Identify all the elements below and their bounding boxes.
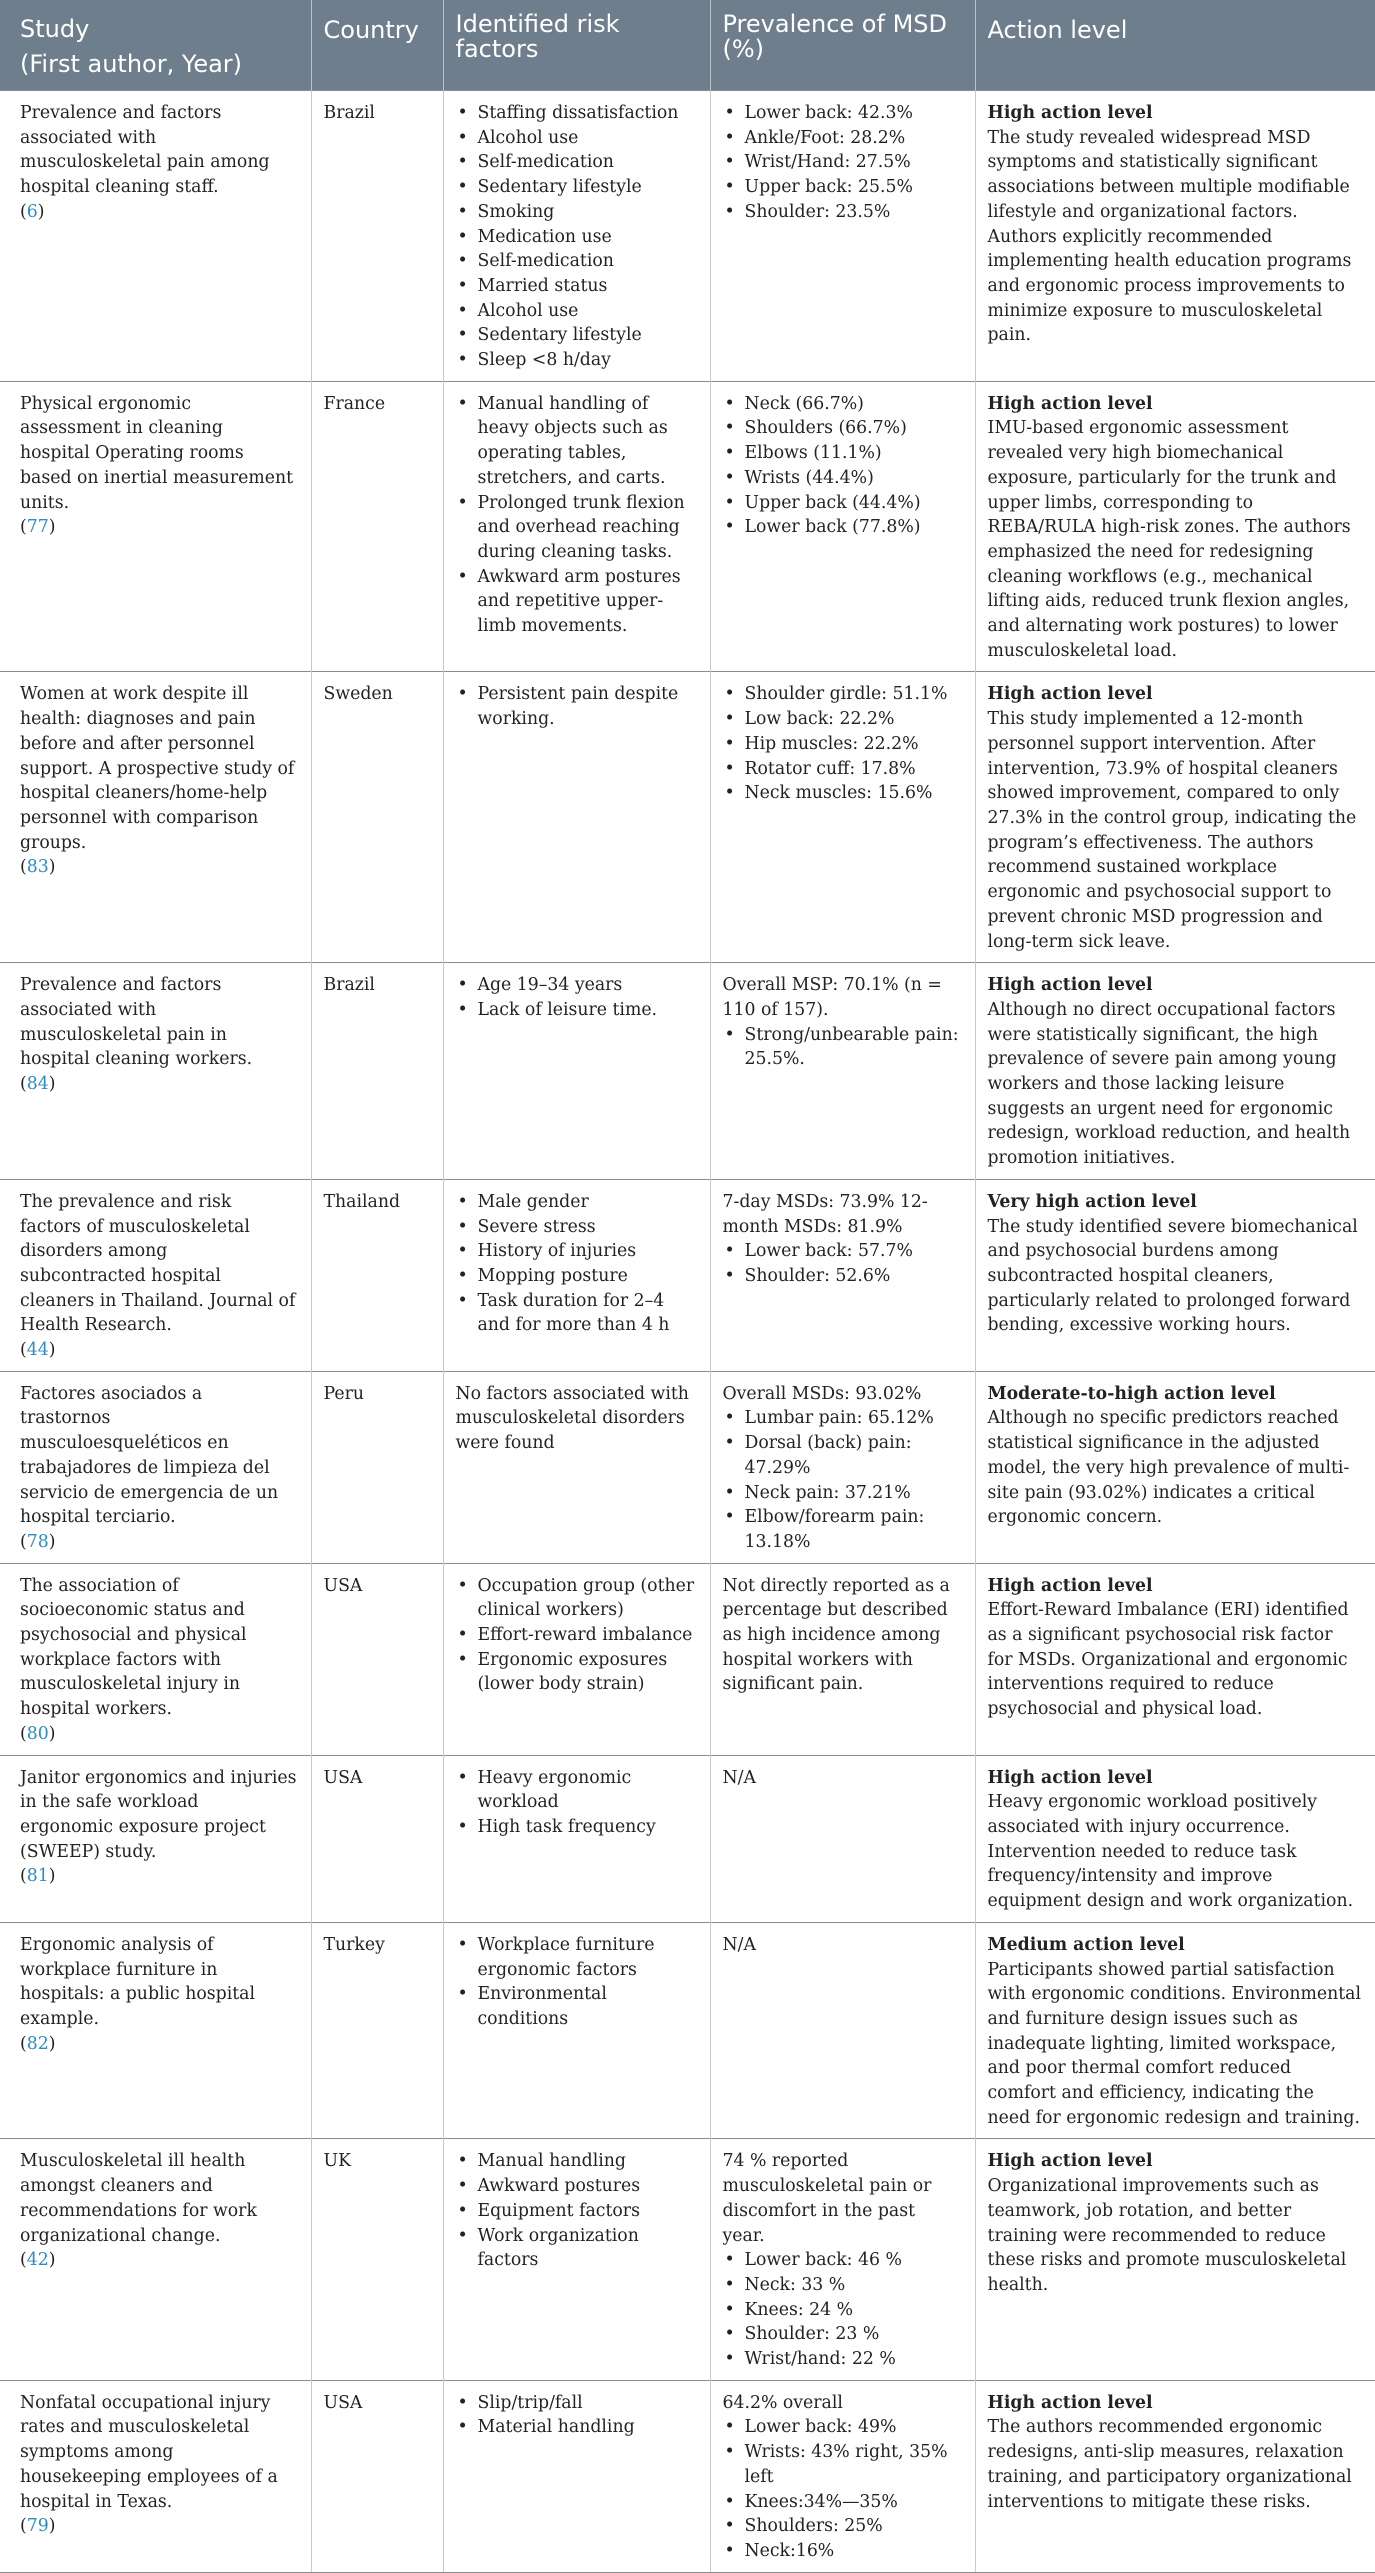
action-level-label: Very high action level — [987, 1191, 1197, 1212]
action-level-label: High action level — [987, 1575, 1153, 1596]
study-title: Prevalence and factors associated with musculoskeletal pain in hospital cleaning workers. — [20, 975, 253, 1070]
study-cell — [0, 963, 311, 1180]
prevalence-text: N/A — [722, 1934, 756, 1955]
list-item: • Self-medication — [478, 150, 696, 175]
list-item: • High task frequency — [478, 1815, 696, 1840]
action-level-label: High action level — [987, 1767, 1153, 1788]
prevalence-cell — [710, 963, 975, 1180]
header-country: Country — [311, 0, 443, 91]
risk-factors-list — [456, 1766, 696, 1840]
prevalence-list — [723, 392, 961, 540]
list-item: • Neck muscles: 15.6% — [745, 781, 961, 806]
reference-link[interactable]: 78 — [26, 1531, 49, 1552]
prevalence-text: Not directly reported as a percentage but described as high incidence among hospital workers with significant pain. — [722, 1575, 950, 1695]
header-risk-line1: Identified risk — [455, 10, 620, 38]
list-item: • Rotator cuff: 17.8% — [745, 757, 961, 782]
action-level-label: Medium action level — [987, 1934, 1185, 1955]
list-item: • Shoulders (66.7%) — [745, 416, 961, 441]
list-item: • Alcohol use — [478, 126, 696, 151]
country-cell: UK — [311, 2139, 443, 2380]
risk-factors-list — [456, 682, 696, 731]
list-item: • Medication use — [478, 225, 696, 250]
risk-factors-cell — [443, 381, 710, 672]
reference-link[interactable]: 80 — [26, 1723, 49, 1744]
risk-factors-list — [456, 101, 696, 373]
prevalence-list — [723, 1023, 961, 1072]
action-level-cell — [975, 672, 1375, 963]
list-item: • Slip/trip/fall — [478, 2391, 696, 2416]
country-cell: Turkey — [311, 1922, 443, 2139]
reference-link[interactable]: 81 — [26, 1866, 49, 1887]
prevalence-list — [723, 2415, 961, 2563]
list-item: • Shoulder: 23 % — [745, 2322, 961, 2347]
country-cell: Sweden — [311, 672, 443, 963]
action-level-cell — [975, 2139, 1375, 2380]
reference-link[interactable]: 84 — [26, 1074, 49, 1095]
action-level-cell — [975, 963, 1375, 1180]
table-row — [0, 1755, 1375, 1922]
reference-link[interactable]: 44 — [26, 1340, 49, 1361]
list-item: • Upper back: 25.5% — [745, 175, 961, 200]
risk-factors-list — [456, 392, 696, 639]
list-item: • Shoulder girdle: 51.1% — [745, 682, 961, 707]
list-item: • Material handling — [478, 2415, 696, 2440]
table-row — [0, 381, 1375, 672]
study-cell — [0, 1371, 311, 1563]
prevalence-text: 64.2% overall — [722, 2392, 843, 2413]
action-level-label: High action level — [987, 975, 1153, 996]
list-item: • Equipment factors — [478, 2199, 696, 2224]
study-title: Janitor ergonomics and injuries in the safe workload ergonomic exposure project (SWEEP) study. — [20, 1767, 297, 1862]
list-item: • Neck pain: 37.21% — [745, 1481, 961, 1506]
study-cell — [0, 1563, 311, 1755]
action-level-cell — [975, 1755, 1375, 1922]
list-item: • Environmental conditions — [478, 1982, 696, 2031]
list-item: • Lower back: 42.3% — [745, 101, 961, 126]
list-item: • Mopping posture — [478, 1264, 696, 1289]
table-row — [0, 963, 1375, 1180]
list-item: • Manual handling of heavy objects such as operating tables, stretchers, and carts. — [478, 392, 696, 491]
reference-link[interactable]: 83 — [26, 857, 49, 878]
list-item: • Lumbar pain: 65.12% — [745, 1406, 961, 1431]
prevalence-cell — [710, 2380, 975, 2572]
action-level-cell — [975, 1922, 1375, 2139]
list-item: • Hip muscles: 22.2% — [745, 732, 961, 757]
list-item: • Knees: 24 % — [745, 2298, 961, 2323]
list-item: • Lower back: 46 % — [745, 2248, 961, 2273]
prevalence-cell — [710, 91, 975, 382]
study-title: The prevalence and risk factors of musculoskeletal disorders among subcontracted hospital cleaners in Thailand. Journal of Health Research. — [20, 1191, 296, 1336]
study-title: The association of socioeconomic status and psychosocial and physical workplace factors with musculoskeletal injury in hospital workers. — [20, 1575, 247, 1720]
list-item: • Smoking — [478, 200, 696, 225]
risk-factors-cell — [443, 963, 710, 1180]
action-level-text: The study identified severe biomechanical and psychosocial burdens among subcontracted hospital cleaners, particularly related to prolonged forward bending, excessive working hours. — [987, 1216, 1358, 1336]
header-risk-line2: factors — [455, 35, 539, 63]
study-title: Factores asociados a trastornos musculoesqueléticos en trabajadores de limpieza del servicio de emergencia de un hospital terciario. — [20, 1383, 279, 1528]
study-cell — [0, 1179, 311, 1371]
list-item: • Effort-reward imbalance — [478, 1623, 696, 1648]
study-cell — [0, 672, 311, 963]
list-item: • Shoulder: 52.6% — [745, 1264, 961, 1289]
country-cell: Brazil — [311, 91, 443, 382]
list-item: • Manual handling — [478, 2149, 696, 2174]
action-level-text: Heavy ergonomic workload positively associated with injury occurrence. Intervention needed to reduce task frequency/intensity and improve equipment design and work organization. — [987, 1792, 1354, 1912]
list-item: • Persistent pain despite working. — [478, 682, 696, 731]
list-item: • Workplace furniture ergonomic factors — [478, 1933, 696, 1982]
list-item: • Wrist/hand: 22 % — [745, 2347, 961, 2372]
risk-factors-cell — [443, 1922, 710, 2139]
country-cell: France — [311, 381, 443, 672]
study-cell — [0, 2380, 311, 2572]
risk-factors-cell — [443, 2139, 710, 2380]
study-cell — [0, 91, 311, 382]
list-item: • Occupation group (other clinical workers) — [478, 1574, 696, 1623]
reference-link-wrapper: (78) — [20, 1531, 56, 1552]
country-cell: USA — [311, 1755, 443, 1922]
list-item: • Low back: 22.2% — [745, 707, 961, 732]
prevalence-list — [723, 1406, 961, 1554]
action-level-cell — [975, 381, 1375, 672]
header-prevalence — [710, 0, 975, 91]
risk-factors-cell — [443, 672, 710, 963]
action-level-cell — [975, 1179, 1375, 1371]
list-item: • Prolonged trunk flexion and overhead reaching during cleaning tasks. — [478, 491, 696, 565]
action-level-label: High action level — [987, 684, 1153, 705]
action-level-label: High action level — [987, 393, 1153, 414]
risk-factors-cell — [443, 2380, 710, 2572]
action-level-text: Effort-Reward Imbalance (ERI) identified as a significant psychosocial risk factor for MSDs. Organizational and ergonomic interventions required to reduce psychosocial and physical load. — [987, 1600, 1349, 1720]
prevalence-list — [723, 1239, 961, 1288]
reference-link-wrapper: (42) — [20, 2250, 56, 2271]
list-item: • Neck: 33 % — [745, 2273, 961, 2298]
list-item: • Lower back: 57.7% — [745, 1239, 961, 1264]
reference-link-wrapper: (84) — [20, 1074, 56, 1095]
reference-link-wrapper: (44) — [20, 1340, 56, 1361]
header-risk — [443, 0, 710, 91]
reference-link[interactable]: 79 — [26, 2516, 49, 2537]
country-cell: USA — [311, 2380, 443, 2572]
reference-link[interactable]: 82 — [26, 2033, 49, 2054]
list-item: • Wrist/Hand: 27.5% — [745, 150, 961, 175]
header-study-line1: Study — [20, 15, 90, 43]
study-title: Physical ergonomic assessment in cleaning hospital Operating rooms based on inertial measurement units. — [20, 393, 294, 513]
prevalence-cell — [710, 1179, 975, 1371]
list-item: • Awkward postures — [478, 2174, 696, 2199]
study-cell — [0, 1755, 311, 1922]
action-level-text: The study revealed widespread MSD symptoms and statistically significant associations between multiple modifiable lifestyle and organizational factors. Authors explicitly recommended implementing health education programs and ergonomic process improvements to minimize exposure to musculoskeletal pain. — [987, 127, 1352, 346]
list-item: • Work organization factors — [478, 2224, 696, 2273]
prevalence-list — [723, 2248, 961, 2372]
table-row — [0, 1922, 1375, 2139]
study-title: Musculoskeletal ill health amongst cleaners and recommendations for work organizational change. — [20, 2151, 257, 2246]
list-item: • Severe stress — [478, 1215, 696, 1240]
action-level-cell — [975, 1371, 1375, 1563]
table-header — [0, 0, 1375, 91]
study-title: Women at work despite ill health: diagnoses and pain before and after personnel support. A prospective study of hospital cleaners/home-help personnel with comparison groups. — [20, 684, 295, 853]
list-item: • Knees:34%—35% — [745, 2490, 961, 2515]
prevalence-list — [723, 101, 961, 225]
risk-factors-list — [456, 973, 696, 1022]
list-item: • Age 19–34 years — [478, 973, 696, 998]
list-item: • Ankle/Foot: 28.2% — [745, 126, 961, 151]
action-level-label: High action level — [987, 103, 1153, 123]
prevalence-cell — [710, 381, 975, 672]
country-cell: USA — [311, 1563, 443, 1755]
list-item: • Awkward arm postures and repetitive upper-limb movements. — [478, 565, 696, 639]
list-item: • Married status — [478, 274, 696, 299]
list-item: • Dorsal (back) pain: 47.29% — [745, 1431, 961, 1480]
country-cell: Brazil — [311, 963, 443, 1180]
prevalence-text: Overall MSDs: 93.02% — [722, 1383, 922, 1404]
list-item: • Lower back (77.8%) — [745, 515, 961, 540]
header-prevalence-line2: (%) — [722, 35, 765, 63]
country-cell: Thailand — [311, 1179, 443, 1371]
list-item: • Elbows (11.1%) — [745, 441, 961, 466]
reference-link-wrapper: (79) — [20, 2516, 56, 2537]
risk-factors-cell — [443, 1563, 710, 1755]
action-level-text: Although no direct occupational factors were statistically significant, the high prevalence of severe pain among young workers and those lacking leisure suggests an urgent need for ergonomic redesign, workload reduction, and health promotion initiatives. — [987, 999, 1351, 1169]
list-item: • Heavy ergonomic workload — [478, 1766, 696, 1815]
risk-factors-cell — [443, 1371, 710, 1563]
list-item: • History of injuries — [478, 1239, 696, 1264]
study-cell — [0, 2139, 311, 2380]
prevalence-text: Overall MSP: 70.1% (n = 110 of 157). — [722, 975, 942, 1020]
risk-factors-list — [456, 2149, 696, 2273]
study-cell — [0, 381, 311, 672]
action-level-text: IMU-based ergonomic assessment revealed very high biomechanical exposure, particularly for the trunk and upper limbs, corresponding to REBA/RULA high-risk zones. The authors emphasized the need for redesigning cleaning workflows (e.g., mechanical lifting aids, reduced trunk flexion angles, and alternating work postures) to lower musculoskeletal load. — [987, 418, 1351, 661]
prevalence-cell — [710, 1563, 975, 1755]
risk-factors-list — [456, 1190, 696, 1338]
list-item: • Sleep <8 h/day — [478, 348, 696, 373]
action-level-label: Moderate-to-high action level — [987, 1383, 1276, 1404]
risk-factors-list — [456, 1933, 696, 2032]
list-item: • Sedentary lifestyle — [478, 323, 696, 348]
country-cell: Peru — [311, 1371, 443, 1563]
list-item: • Neck (66.7%) — [745, 392, 961, 417]
table-row — [0, 2380, 1375, 2572]
action-level-text: The authors recommended ergonomic redesigns, anti-slip measures, relaxation training, and participatory organizational interventions to mitigate these risks. — [987, 2417, 1352, 2512]
header-study-line2: (First author, Year) — [20, 50, 243, 78]
reference-link-wrapper: (83) — [20, 857, 56, 878]
prevalence-text: 74 % reported musculoskeletal pain or discomfort in the past year. — [722, 2151, 932, 2246]
action-level-text: Participants showed partial satisfaction with ergonomic conditions. Environmental and furniture design issues such as inadequate lighting, limited workspace, and poor thermal comfort reduced comfort and efficiency, indicating the need for ergonomic redesign and training. — [987, 1959, 1361, 2128]
prevalence-list — [723, 682, 961, 806]
table-row — [0, 1179, 1375, 1371]
list-item: • Task duration for 2–4 and for more than 4 h — [478, 1289, 696, 1338]
table-row — [0, 1371, 1375, 1563]
prevalence-cell — [710, 2139, 975, 2380]
list-item: • Staffing dissatisfaction — [478, 101, 696, 126]
prevalence-cell — [710, 1922, 975, 2139]
action-level-cell — [975, 91, 1375, 382]
study-title: Ergonomic analysis of workplace furniture in hospitals: a public hospital example. — [20, 1934, 255, 2029]
list-item: • Self-medication — [478, 249, 696, 274]
list-item: • Upper back (44.4%) — [745, 491, 961, 516]
list-item: • Wrists: 43% right, 35% left — [745, 2440, 961, 2489]
reference-link-wrapper: (82) — [20, 2033, 56, 2054]
header-prevalence-line1: Prevalence of MSD — [722, 10, 947, 38]
reference-link-wrapper: (6) — [20, 201, 45, 222]
list-item: • Male gender — [478, 1190, 696, 1215]
table-row — [0, 91, 1375, 382]
table-row — [0, 672, 1375, 963]
list-item: • Wrists (44.4%) — [745, 466, 961, 491]
study-cell — [0, 1922, 311, 2139]
risk-factors-list — [456, 2391, 696, 2440]
prevalence-cell — [710, 1755, 975, 1922]
prevalence-cell — [710, 672, 975, 963]
list-item: • Shoulder: 23.5% — [745, 200, 961, 225]
risk-factors-cell — [443, 1179, 710, 1371]
reference-link-wrapper: (77) — [20, 517, 56, 538]
reference-link[interactable]: 77 — [26, 517, 49, 538]
action-level-cell — [975, 1563, 1375, 1755]
list-item: • Lower back: 49% — [745, 2415, 961, 2440]
action-level-text: Organizational improvements such as teamwork, job rotation, and better training were recommended to reduce these risks and promote musculoskeletal health. — [987, 2176, 1347, 2295]
table-row — [0, 1563, 1375, 1755]
list-item: • Strong/unbearable pain: 25.5%. — [745, 1023, 961, 1072]
risk-factors-cell — [443, 1755, 710, 1922]
prevalence-text: N/A — [722, 1767, 756, 1788]
reference-link-wrapper: (80) — [20, 1723, 56, 1744]
reference-link[interactable]: 6 — [26, 201, 38, 222]
list-item: • Neck:16% — [745, 2539, 961, 2564]
risk-factors-text: No factors associated with musculoskeletal disorders were found — [455, 1383, 689, 1454]
list-item: • Lack of leisure time. — [478, 998, 696, 1023]
risk-factors-cell — [443, 91, 710, 382]
prevalence-cell — [710, 1371, 975, 1563]
action-level-cell — [975, 2380, 1375, 2572]
table-body — [0, 91, 1375, 2573]
reference-link[interactable]: 42 — [26, 2250, 49, 2271]
reference-link-wrapper: (81) — [20, 1866, 56, 1887]
table-row — [0, 2139, 1375, 2380]
study-title: Nonfatal occupational injury rates and musculoskeletal symptoms among housekeeping employees of a hospital in Texas. — [20, 2392, 278, 2512]
list-item: • Shoulders: 25% — [745, 2514, 961, 2539]
study-title: Prevalence and factors associated with musculoskeletal pain among hospital cleaning staff. — [20, 103, 270, 198]
list-item: • Elbow/forearm pain: 13.18% — [745, 1505, 961, 1554]
header-study — [0, 0, 311, 91]
risk-factors-list — [456, 1574, 696, 1698]
list-item: • Alcohol use — [478, 299, 696, 324]
action-level-label: High action level — [987, 2151, 1153, 2172]
list-item: • Ergonomic exposures (lower body strain) — [478, 1648, 696, 1697]
prevalence-text: 7-day MSDs: 73.9% 12-month MSDs: 81.9% — [722, 1191, 928, 1237]
list-item: • Sedentary lifestyle — [478, 175, 696, 200]
header-action: Action level — [975, 0, 1375, 91]
action-level-label: High action level — [987, 2392, 1153, 2413]
action-level-text: This study implemented a 12-month personnel support intervention. After intervention, 73.9% of hospital cleaners showed improvement, compared to only 27.3% in the control group, indicating the program’s effectiveness. The authors recommend sustained workplace ergonomic and psychosocial support to prevent chronic MSD progression and long-term sick leave. — [987, 709, 1357, 952]
action-level-text: Although no specific predictors reached statistical significance in the adjusted model, the very high prevalence of multi-site pain (93.02%) indicates a critical ergonomic concern. — [987, 1408, 1350, 1528]
